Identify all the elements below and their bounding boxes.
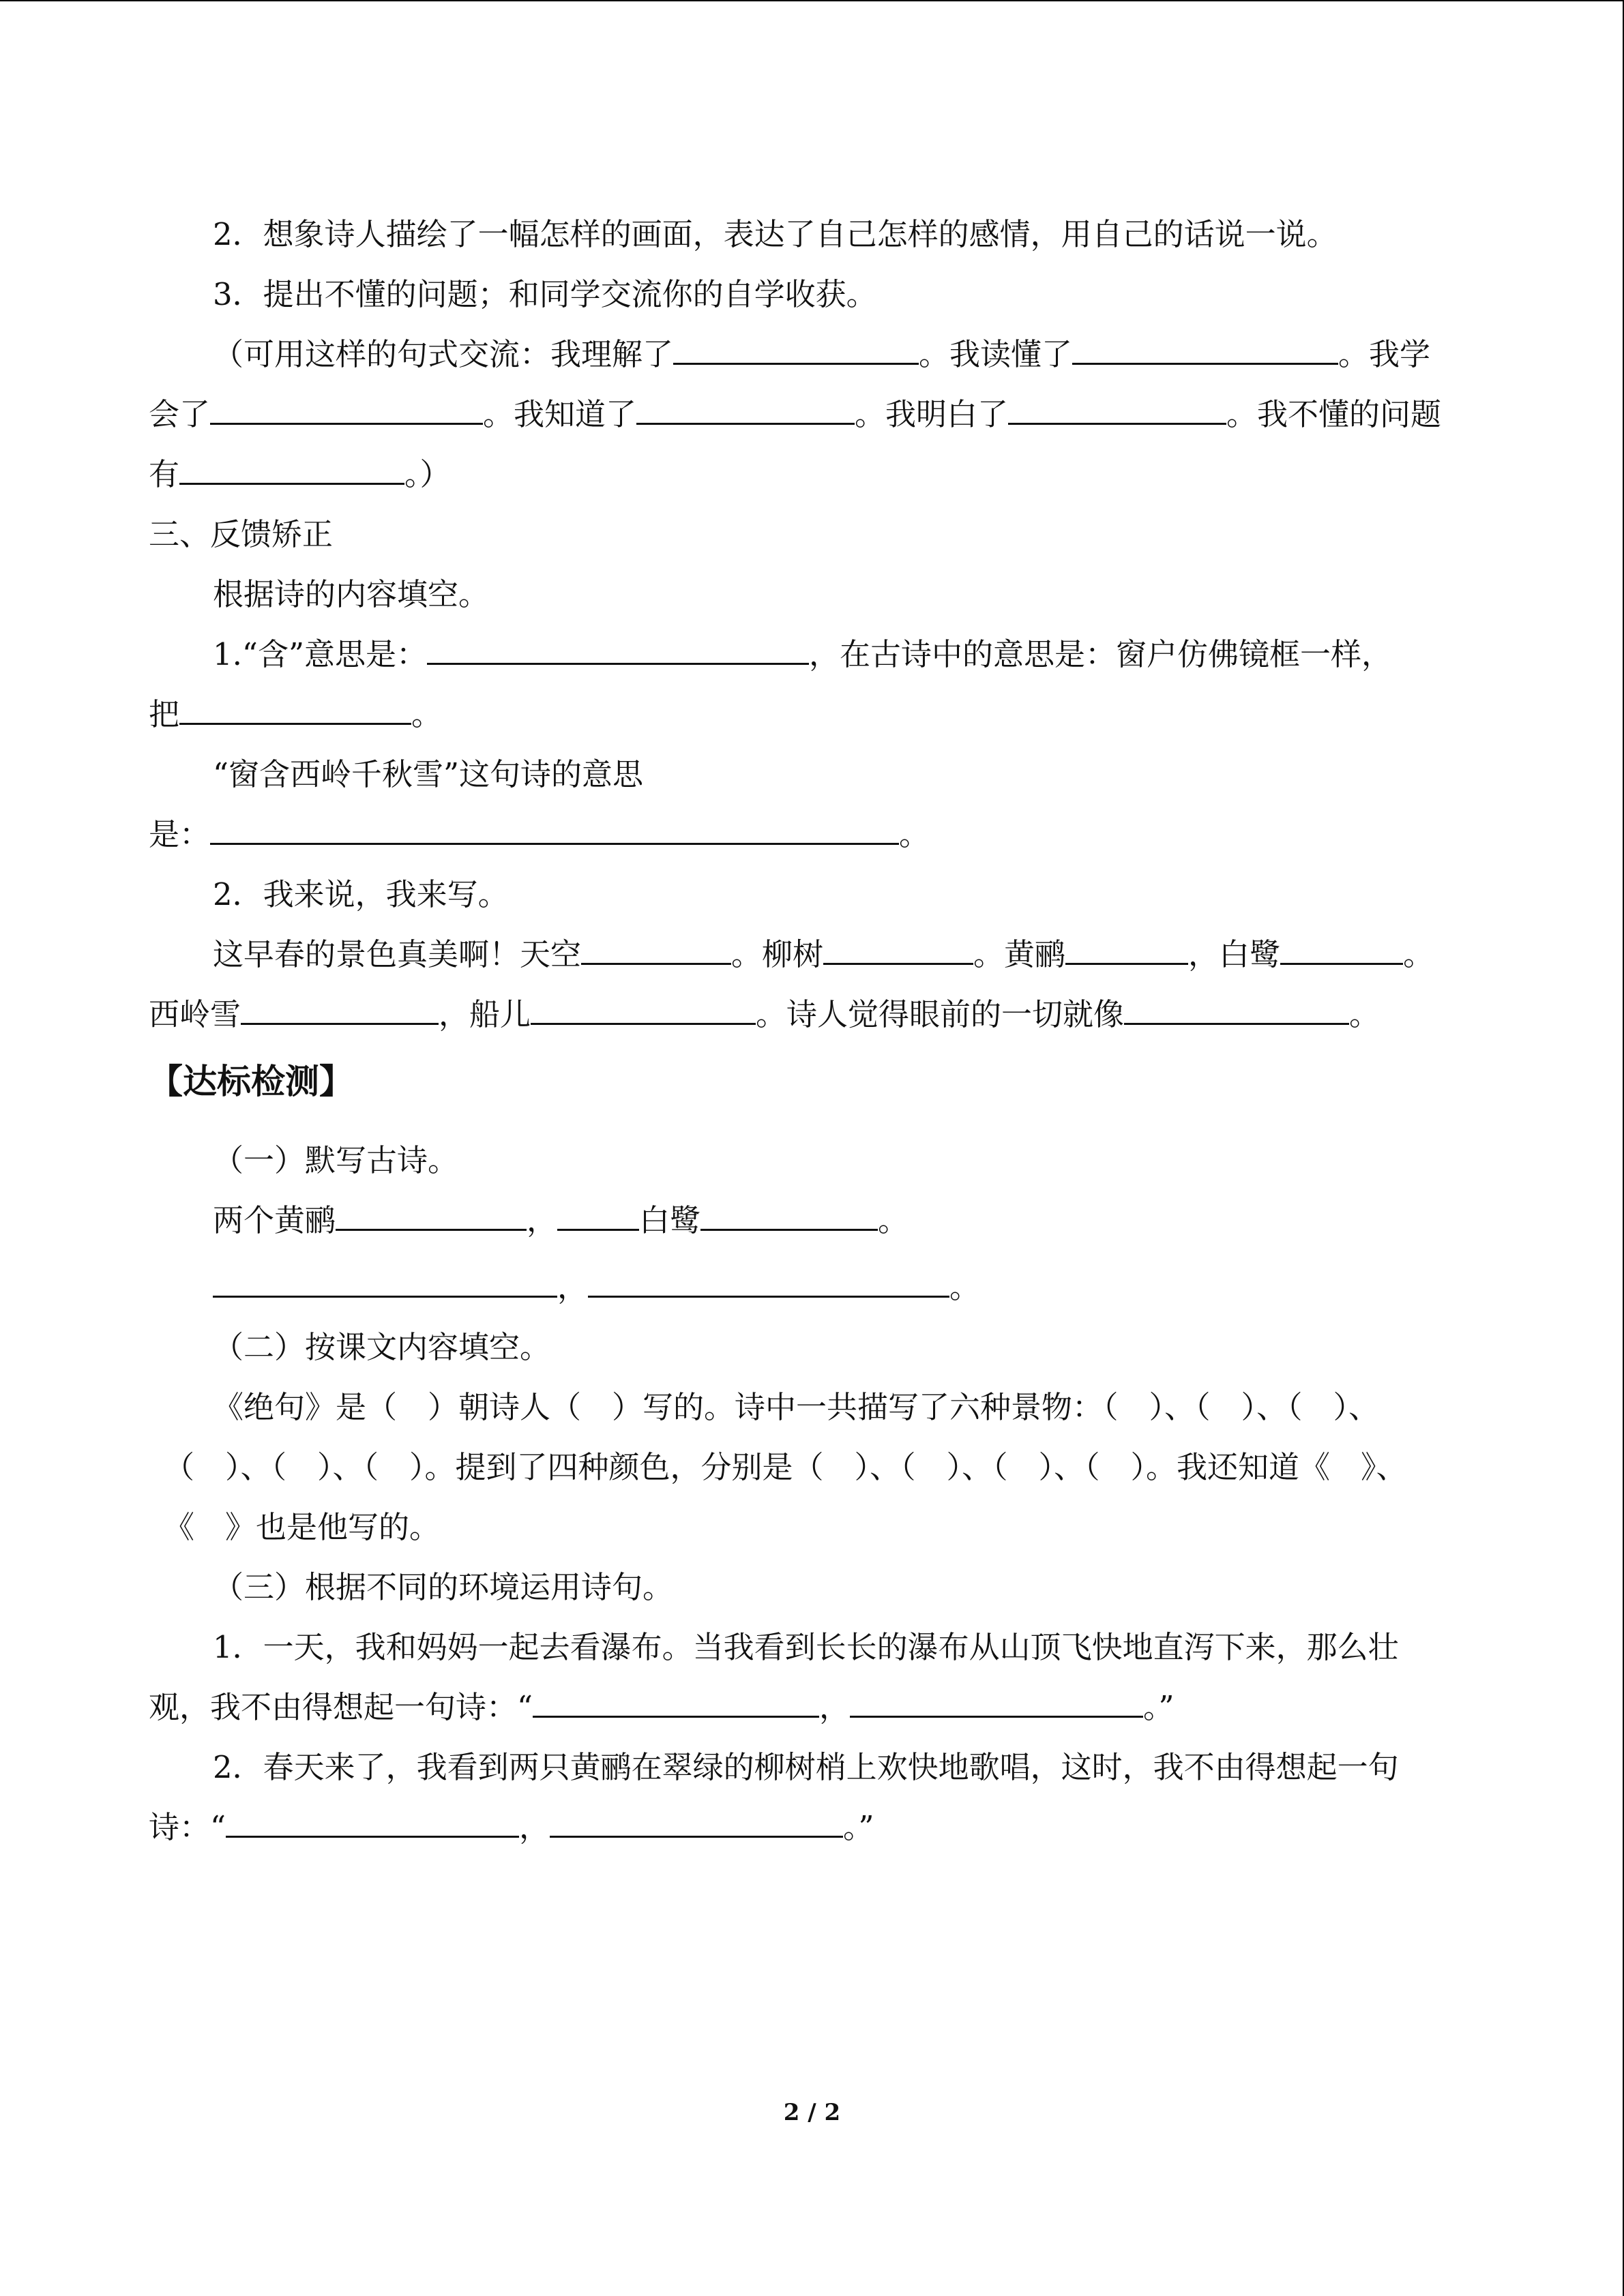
line-text: 。） bbox=[404, 456, 451, 492]
text-line bbox=[0, 805, 1624, 865]
text-line bbox=[0, 1131, 1624, 1191]
text-line bbox=[0, 505, 1624, 565]
text-line bbox=[0, 1557, 1624, 1617]
answer-blank[interactable] bbox=[1072, 329, 1338, 365]
text-line bbox=[0, 985, 1624, 1045]
line-text: 3．提出不懂的问题；和同学交流你的自学收获。 bbox=[213, 276, 877, 312]
answer-blank[interactable] bbox=[1065, 929, 1188, 965]
answer-blank[interactable] bbox=[210, 809, 899, 845]
text-line bbox=[0, 1257, 1624, 1317]
answer-blank[interactable] bbox=[533, 1682, 819, 1718]
text-line bbox=[0, 1678, 1624, 1738]
line-text: （ ）、（ ）、（ ）。提到了四种颜色，分别是（ ）、（ ）、（ ）、（ ）。我还知道《 》、 bbox=[164, 1449, 1407, 1485]
line-text: 两个黄鹂 bbox=[213, 1202, 336, 1238]
answer-blank[interactable] bbox=[179, 689, 411, 725]
text-line bbox=[0, 205, 1624, 265]
line-text: 。” bbox=[843, 1809, 874, 1845]
text-line bbox=[0, 925, 1624, 985]
line-text: 。 bbox=[949, 1269, 981, 1305]
answer-blank[interactable] bbox=[588, 1262, 949, 1298]
line-text: 是： bbox=[149, 816, 211, 852]
answer-blank[interactable] bbox=[336, 1195, 527, 1231]
answer-blank[interactable] bbox=[557, 1195, 639, 1231]
line-text: 白鹭 bbox=[639, 1202, 701, 1238]
page-number: 2 / 2 bbox=[783, 2099, 841, 2126]
section-heading bbox=[0, 1052, 1624, 1112]
line-text: 。 bbox=[1349, 996, 1381, 1032]
line-text: 。” bbox=[1143, 1689, 1175, 1725]
line-text: （可用这样的句式交流：我理解了 bbox=[213, 336, 674, 372]
answer-blank[interactable] bbox=[179, 449, 404, 485]
answer-blank[interactable] bbox=[581, 929, 731, 965]
line-text: 根据诗的内容填空。 bbox=[213, 576, 490, 612]
line-text: 。 bbox=[899, 816, 930, 852]
line-text: 1.“含”意思是： bbox=[213, 636, 427, 672]
answer-blank[interactable] bbox=[531, 989, 756, 1025]
answer-blank[interactable] bbox=[636, 389, 855, 425]
line-text: ， bbox=[557, 1269, 589, 1305]
text-line bbox=[0, 1497, 1624, 1557]
line-text: 2．想象诗人描绘了一幅怎样的画面，表达了自己怎样的感情，用自己的话说一说。 bbox=[213, 216, 1338, 252]
answer-blank[interactable] bbox=[1280, 929, 1403, 965]
text-line bbox=[0, 565, 1624, 625]
answer-blank[interactable] bbox=[241, 989, 439, 1025]
line-text: ， bbox=[519, 1809, 550, 1845]
text-line bbox=[0, 1317, 1624, 1377]
text-line bbox=[0, 445, 1624, 505]
line-text: 《 》也是他写的。 bbox=[164, 1509, 441, 1545]
line-text: 。柳树 bbox=[731, 936, 824, 972]
text-line bbox=[0, 325, 1624, 385]
line-text: 西岭雪 bbox=[149, 996, 241, 1032]
answer-blank[interactable] bbox=[210, 389, 483, 425]
text-line bbox=[0, 1377, 1624, 1437]
line-text: 。 bbox=[411, 696, 443, 732]
line-text: 。我读懂了 bbox=[919, 336, 1073, 372]
line-text: 1．一天，我和妈妈一起去看瀑布。当我看到长长的瀑布从山顶飞快地直泻下来，那么壮 bbox=[213, 1629, 1399, 1665]
answer-blank[interactable] bbox=[550, 1802, 843, 1838]
text-line bbox=[0, 1617, 1624, 1678]
answer-blank[interactable] bbox=[850, 1682, 1143, 1718]
answer-blank[interactable] bbox=[673, 329, 919, 365]
answer-blank[interactable] bbox=[427, 629, 809, 665]
line-text: 观，我不由得想起一句诗：“ bbox=[149, 1689, 533, 1725]
text-line bbox=[0, 385, 1624, 445]
text-line bbox=[0, 745, 1624, 805]
text-line bbox=[0, 1738, 1624, 1798]
line-text: 2．春天来了，我看到两只黄鹂在翠绿的柳树梢上欢快地歌唱，这时，我不由得想起一句 bbox=[213, 1749, 1399, 1785]
answer-blank[interactable] bbox=[700, 1195, 878, 1231]
line-text: 。我不懂的问题 bbox=[1226, 396, 1442, 432]
line-text: 。诗人觉得眼前的一切就像 bbox=[756, 996, 1125, 1032]
answer-blank[interactable] bbox=[1008, 389, 1226, 425]
answer-blank[interactable] bbox=[1124, 989, 1349, 1025]
line-text: 。黄鹂 bbox=[973, 936, 1066, 972]
text-line bbox=[0, 685, 1624, 745]
text-line bbox=[0, 265, 1624, 325]
line-text: 。 bbox=[878, 1202, 909, 1238]
answer-blank[interactable] bbox=[823, 929, 973, 965]
line-text: ，白鹭 bbox=[1188, 936, 1281, 972]
line-text: 《绝句》是（ ）朝诗人（ ）写的。诗中一共描写了六种景物：（ ）、（ ）、（ ）、 bbox=[213, 1389, 1380, 1425]
line-text: ，船儿 bbox=[439, 996, 531, 1032]
answer-blank[interactable] bbox=[213, 1262, 557, 1298]
text-line bbox=[0, 625, 1624, 685]
line-text: 诗：“ bbox=[149, 1809, 226, 1845]
line-text: ， bbox=[527, 1202, 558, 1238]
line-text: 有 bbox=[149, 456, 180, 492]
line-text: （三）根据不同的环境运用诗句。 bbox=[213, 1569, 674, 1605]
line-text: “窗含西岭千秋雪”这句诗的意思 bbox=[213, 756, 644, 792]
line-text: 把 bbox=[149, 696, 180, 732]
line-text: 。我明白了 bbox=[855, 396, 1009, 432]
line-text: 。我学 bbox=[1338, 336, 1431, 372]
line-text: ， bbox=[819, 1689, 851, 1725]
line-text: 2．我来说，我来写。 bbox=[213, 876, 509, 912]
line-text: ，在古诗中的意思是：窗户仿佛镜框一样， bbox=[808, 636, 1392, 672]
text-line bbox=[0, 1191, 1624, 1251]
line-text: 。 bbox=[1403, 936, 1434, 972]
line-text: 。我知道了 bbox=[483, 396, 637, 432]
line-text: 三、反馈矫正 bbox=[149, 516, 334, 552]
line-text: 这早春的景色真美啊！天空 bbox=[213, 936, 582, 972]
text-line bbox=[0, 1798, 1624, 1858]
line-text: （一）默写古诗。 bbox=[213, 1142, 459, 1178]
line-text: 【达标检测】 bbox=[149, 1062, 353, 1101]
answer-blank[interactable] bbox=[226, 1802, 519, 1838]
line-text: 会了 bbox=[149, 396, 211, 432]
line-text: （二）按课文内容填空。 bbox=[213, 1329, 551, 1365]
text-line bbox=[0, 1437, 1624, 1497]
text-line bbox=[0, 865, 1624, 925]
